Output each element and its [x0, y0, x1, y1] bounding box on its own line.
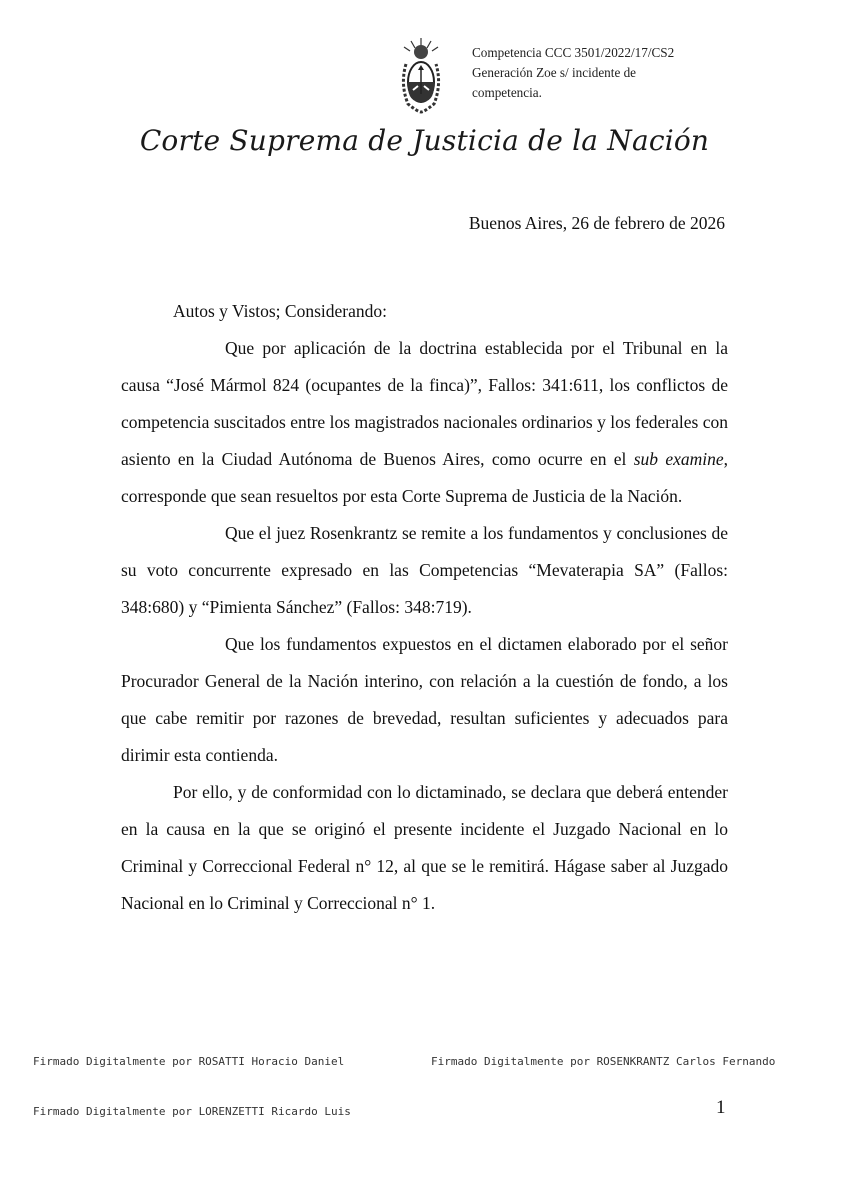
paragraph-1-text: Que por aplicación de la doctrina establecida por el Tribunal en la causa “José Mármol 824 (ocupantes de la finca)”, Fallos: 341:611, los conflictos de competencia suscitados entre los magistrados nacionales ordinarios y los federales con asiento en la Ciudad Autónoma de Buenos Aires, como ocurre en el	[121, 338, 728, 469]
date-line: Buenos Aires, 26 de febrero de 2026	[468, 213, 725, 233]
signature-rosenkrantz: Firmado Digitalmente por ROSENKRANTZ Carlos Fernando	[431, 1055, 776, 1068]
paragraph-1	[121, 330, 728, 515]
signature-rosatti: Firmado Digitalmente por ROSATTI Horacio Daniel	[33, 1055, 345, 1068]
case-reference-line: Competencia CCC 3501/2022/17/CS2	[472, 45, 675, 60]
argentina-coat-of-arms-icon	[398, 34, 444, 114]
page-number: 1	[716, 1097, 726, 1118]
case-reference-line: Generación Zoe s/ incidente de	[472, 65, 637, 80]
signature-lorenzetti: Firmado Digitalmente por LORENZETTI Ricardo Luis	[33, 1105, 351, 1118]
paragraph-3: Que los fundamentos expuestos en el dictamen elaborado por el señor Procurador General de la Nación interino, con relación a la cuestión de fondo, a los que cabe remitir por razones de brevedad, resultan suficientes y adecuados para dirimir esta contienda.	[121, 634, 728, 765]
paragraph-4: Por ello, y de conformidad con lo dictaminado, se declara que deberá entender en la causa en la que se originó el presente incidente el Juzgado Nacional en lo Criminal y Correccional Federal n° 12, al que se le remitirá. Hágase saber al Juzgado Nacional en lo Criminal y Correccional n° 1.	[121, 782, 728, 913]
paragraph-2: Que el juez Rosenkrantz se remite a los fundamentos y conclusiones de su voto concurrente expresado en las Competencias “Mevaterapia SA” (Fallos: 348:680) y “Pimienta Sánchez” (Fallos: 348:719).	[121, 523, 728, 617]
case-reference-line: competencia.	[472, 85, 542, 100]
court-name: Corte Suprema de Justicia de la Nación	[139, 124, 710, 157]
opening-line: Autos y Vistos; Considerando:	[173, 301, 387, 321]
paragraph-1-text-end: , corresponde que sean resueltos por esta Corte Suprema de Justicia de la Nación.	[121, 449, 728, 506]
document-body	[121, 293, 728, 922]
paragraph-1-italic: sub examine	[633, 449, 724, 469]
case-reference	[472, 43, 772, 103]
